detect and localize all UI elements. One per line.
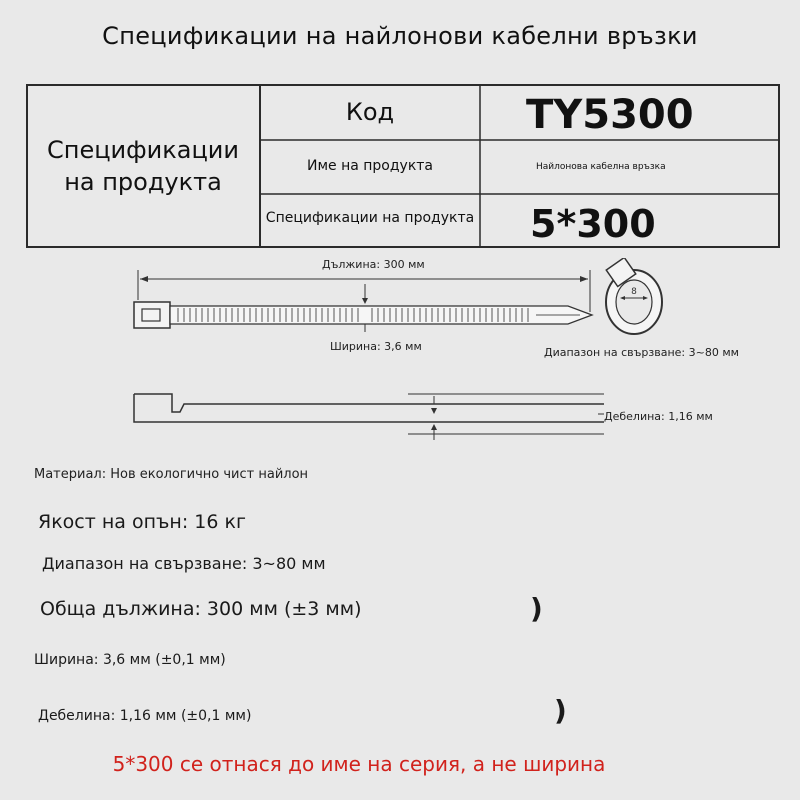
total-length-line: Обща дължина: 300 мм (±3 мм): [40, 598, 362, 620]
product-name-label: Име на продукта: [306, 158, 434, 174]
spec-header-line1: Спецификации: [47, 136, 239, 164]
thickness-line: Дебелина: 1,16 мм (±0,1 мм): [38, 708, 252, 724]
page-title: Спецификации на найлонови кабелни връзки: [102, 22, 698, 50]
material-line: Материал: Нов екологично чист найлон: [34, 467, 309, 482]
paren-mark: ): [530, 592, 543, 625]
tensile-line: Якост на опън: 16 кг: [38, 511, 246, 533]
cable-tie-loop: [598, 258, 670, 348]
spec-table: [26, 84, 780, 248]
paren-mark: ): [554, 694, 567, 727]
spec-header-line2: на продукта: [64, 168, 222, 196]
product-spec-label: Спецификации на продукта: [265, 210, 475, 226]
bundling-range-label: Диапазон на свързване: 3~80 мм: [544, 346, 739, 359]
series-note: 5*300 се отнася до име на серия, а не ширина: [112, 752, 606, 776]
cable-tie-top-view: [128, 262, 608, 342]
code-value: TY5300: [526, 92, 694, 138]
width-label: Ширина: 3,6 мм: [330, 340, 422, 353]
width-line: Ширина: 3,6 мм (±0,1 мм): [34, 652, 226, 668]
length-label: Дължина: 300 мм: [322, 258, 425, 271]
code-label: Код: [345, 98, 395, 126]
svg-text:8: 8: [631, 287, 637, 297]
range-line: Диапазон на свързване: 3~80 мм: [42, 554, 326, 573]
product-name-value: Найлонова кабелна връзка: [536, 162, 666, 172]
thickness-label: Дебелина: 1,16 мм: [604, 410, 713, 423]
product-spec-value: 5*300: [530, 202, 656, 246]
cable-tie-side-view: [128, 388, 608, 448]
spec-header: [26, 134, 260, 198]
